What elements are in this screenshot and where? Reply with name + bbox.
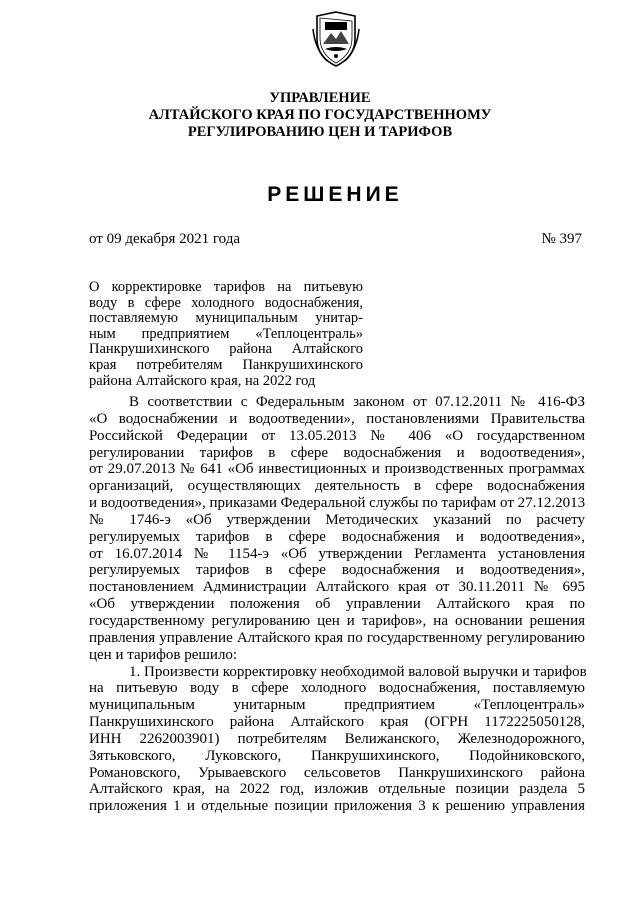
subject-line: поставляемую муниципальным унитар- (89, 310, 363, 327)
subject-line: ным предприятием «Теплоцентраль» (89, 325, 363, 342)
org-line-3: РЕГУЛИРОВАНИЮ ЦЕН И ТАРИФОВ (187, 124, 453, 140)
subject-line: воду в сфере холодного водоснабжения, (89, 294, 363, 311)
body-line: «О водоснабжении и водоотведении», постановлениями Правительства (89, 410, 585, 427)
body-line: постановлением Администрации Алтайского края от 30.11.2011 № 695 (89, 579, 585, 596)
body-line: Романовского, Урываевского сельсоветов Панкрушихинского района (89, 764, 585, 781)
body-line: Российской Федерации от 13.05.2013 № 406 «О государственном (89, 427, 585, 444)
body-text (89, 394, 585, 815)
body-line: цен и тарифов решило: (89, 646, 238, 663)
subject-block (89, 280, 363, 389)
body-line: регулируемых тарифов в сфере водоснабжения и водоотведения», (89, 562, 585, 579)
subject-line: О корректировке тарифов на питьевую (89, 279, 363, 295)
body-line: «Об утверждении положения об управлении Алтайского края по (89, 596, 585, 613)
subject-line: края потребителям Панкрушихинского (89, 356, 363, 373)
body-line: государственному регулированию цен и тарифов», на основании решения (89, 612, 585, 629)
body-line: ИНН 2262003901) потребителям Велижанского, Железнодорожного, (89, 730, 585, 747)
body-line: регулировании тарифов в сфере водоснабжения и водоотведения», (89, 444, 585, 461)
body-line: муниципальным унитарным предприятием «Теплоцентраль» (89, 697, 585, 714)
body-line: Алтайского края, на 2022 год, изложив отдельные позиции раздела 5 (89, 781, 585, 798)
body-line: от 29.07.2013 № 641 «Об инвестиционных и производственных программах (89, 461, 585, 478)
body-line: Панкрушихинского района Алтайского края (ОГРН 1172225050128, (89, 714, 585, 731)
subject-line: Панкрушихинского района Алтайского (89, 341, 363, 358)
body-line: В соответствии с Федеральным законом от 07.12.2011 № 416-ФЗ (129, 394, 585, 410)
body-line: № 1746-э «Об утверждении Методических указаний по расчету (89, 511, 585, 528)
body-line: на питьевую воду в сфере холодного водоснабжения, поставляемую (89, 680, 585, 697)
subject-line: района Алтайского края, на 2022 год (89, 372, 316, 389)
altai-krai-coat-of-arms-icon (311, 9, 361, 69)
body-line: регулируемых тарифов в сфере водоснабжения и водоотведения», (89, 528, 585, 545)
body-line: 1. Произвести корректировку необходимой валовой выручки и тарифов (129, 663, 587, 680)
body-line: организаций, осуществляющих деятельность в сфере водоснабжения (89, 478, 585, 495)
body-line: правления управление Алтайского края по государственному регулированию (89, 629, 585, 646)
document-date: от 09 декабря 2021 года (89, 231, 241, 247)
body-line: и водоотведения», приказами Федеральной службы по тарифам от 27.12.2013 (89, 495, 586, 512)
organization-header (0, 90, 640, 141)
body-line: от 16.07.2014 № 1154-э «Об утверждении Регламента установления (89, 545, 585, 562)
body-line: Зятьковского, Луковского, Панкрушихинского, Подойниковского, (89, 747, 585, 764)
body-line: приложения 1 и отдельные позиции приложения 3 к решению управления (89, 798, 585, 815)
org-line-1: УПРАВЛЕНИЕ (269, 90, 371, 106)
org-line-2: АЛТАЙСКОГО КРАЯ ПО ГОСУДАРСТВЕННОМУ (148, 107, 492, 123)
document-number: № 397 (541, 231, 582, 247)
document-title: РЕШЕНИЕ (267, 183, 403, 206)
